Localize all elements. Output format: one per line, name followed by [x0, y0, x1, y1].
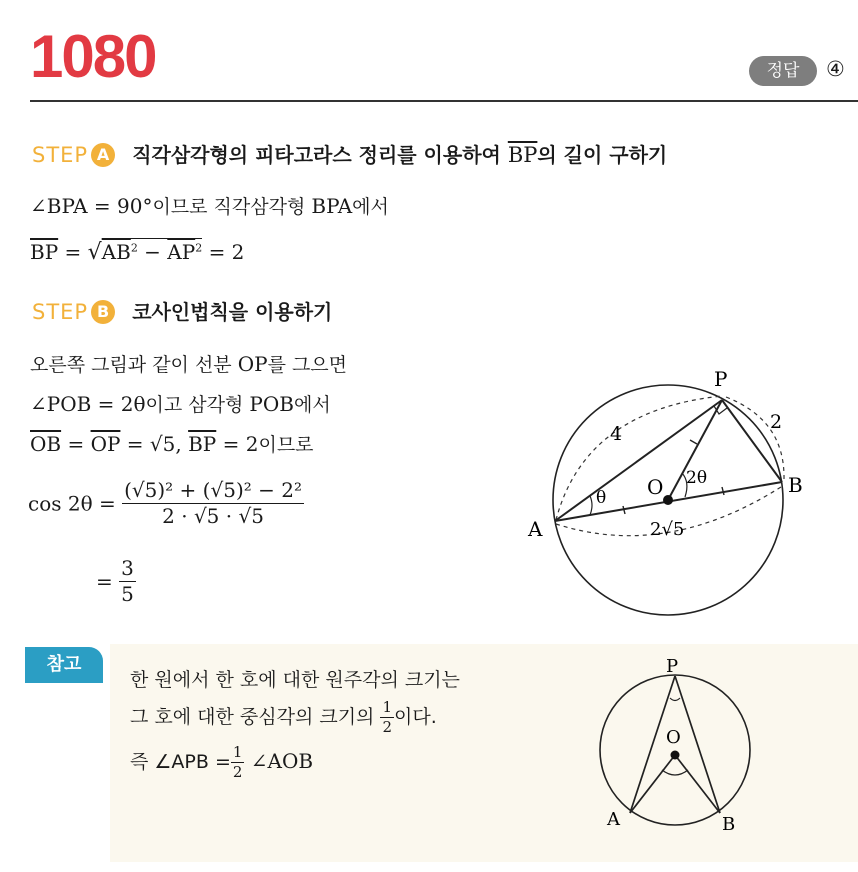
- step-a-line1: [30, 192, 389, 219]
- value-2: = 2: [222, 432, 259, 456]
- label-2root5: 2√5: [650, 519, 685, 540]
- equals-sign: =: [96, 569, 113, 594]
- label-2theta: 2θ: [686, 468, 708, 488]
- text: 에서: [352, 196, 389, 218]
- cosine-result: [96, 556, 136, 607]
- text: 이고 삼각형: [145, 394, 250, 416]
- segment-bp: $\overline{BP}$: [30, 240, 59, 264]
- center-point: [663, 495, 673, 505]
- answer-value: ④: [826, 57, 845, 81]
- text: 즉 ∠APB =: [130, 750, 231, 773]
- circle-figure: [510, 355, 840, 630]
- segment-oa: [630, 755, 675, 813]
- answer-badge: 정답: [749, 56, 817, 86]
- half-numerator: 1: [382, 698, 392, 717]
- cosine-formula: [28, 478, 304, 529]
- note-label-a: A: [607, 809, 620, 830]
- text: 오른쪽 그림과 같이 선분: [30, 354, 238, 376]
- angle-pob: ∠POB = 2θ: [30, 392, 146, 416]
- cos-numerator: (√5)² + (√5)² − 2²: [124, 478, 302, 502]
- step-b-line3: $\overline{OB} = \overline{OP} = √5$, $\overline{BP} = 2$이므로: [30, 432, 314, 456]
- header-divider: [30, 100, 858, 102]
- segment-op: OP: [237, 352, 268, 376]
- label-o: O: [647, 475, 664, 499]
- text: 이므로: [258, 434, 314, 456]
- triangle-pob: POB: [249, 392, 294, 416]
- step-a-result: = 2: [208, 240, 245, 264]
- note-tag: 참고: [25, 647, 103, 683]
- cos-lhs: cos 2θ =: [28, 491, 116, 516]
- half-denominator: 2: [382, 718, 392, 736]
- text: 이므로 직각삼각형: [152, 196, 312, 218]
- segment-pb: [675, 676, 720, 813]
- step-b-label: STEP: [32, 300, 89, 324]
- note-label-o: O: [666, 727, 681, 748]
- step-a-label: STEP: [32, 143, 89, 167]
- segment-ab: AB: [101, 240, 131, 264]
- note-label-b: B: [722, 814, 736, 835]
- triangle-bpa: BPA: [311, 194, 353, 218]
- label-theta: θ: [596, 488, 607, 508]
- step-a-line2: $\overline{BP} = √AB^2 - \overline{AP}^2 = 2$: [30, 240, 245, 265]
- tick-mark: [623, 506, 625, 514]
- angle-p-arc: [670, 698, 680, 701]
- note-line2: [130, 698, 460, 737]
- label-a: A: [528, 517, 543, 541]
- segment-bp: $\overline{BP}$: [507, 143, 538, 167]
- cos-denominator: 2 · √5 · √5: [162, 504, 264, 528]
- note-line3: [130, 743, 460, 782]
- segment-op: $\overline{OP}$: [90, 432, 121, 456]
- tick-mark: [722, 487, 724, 495]
- segment-bp: $\overline{BP}$: [188, 432, 217, 456]
- label-2: 2: [770, 411, 783, 433]
- text: 를 그으면: [267, 354, 348, 376]
- half-numerator: 1: [232, 743, 243, 761]
- note-circle-figure: [590, 648, 760, 838]
- note-label-p: P: [666, 656, 679, 677]
- note-line1: 한 원에서 한 호에 대한 원주각의 크기는: [130, 669, 460, 691]
- step-b-line2: [30, 390, 331, 417]
- cos-fraction: [122, 478, 304, 529]
- segment-ob: [675, 755, 720, 813]
- step-a-title-text: 직각삼각형의 피타고라스 정리를 이용하여: [132, 143, 508, 167]
- step-a-title-end: 의 길이 구하기: [537, 143, 668, 167]
- half-fraction: [380, 698, 394, 737]
- step-b-title: 코사인법칙을 이용하기: [132, 300, 333, 324]
- angle-o-arc: [662, 770, 688, 775]
- segment-ob: $\overline{OB}$: [30, 432, 62, 456]
- label-p: P: [714, 367, 728, 391]
- result-denominator: 5: [121, 582, 134, 606]
- step-a-heading: [32, 139, 667, 168]
- step-b-line1: [30, 350, 347, 377]
- result-numerator: 3: [121, 556, 134, 580]
- half-fraction: [231, 743, 245, 782]
- note-circle: [600, 675, 750, 825]
- step-b-heading: [32, 296, 332, 325]
- note-text: [130, 662, 460, 782]
- result-fraction: [119, 556, 136, 607]
- step-a-title: [132, 143, 667, 167]
- arc-label-2: [726, 397, 784, 479]
- note-center-point: [671, 751, 680, 760]
- text: 이다.: [394, 706, 437, 728]
- angle-bpa: ∠BPA = 90°: [30, 194, 153, 218]
- text: 그 호에 대한 중심각의 크기의: [130, 706, 381, 728]
- problem-number: 1080: [30, 23, 156, 90]
- step-b-badge: B: [91, 300, 115, 324]
- label-b: B: [788, 473, 803, 497]
- label-4: 4: [610, 423, 623, 445]
- segment-ap: $\overline{AP}$: [167, 240, 196, 264]
- half-denominator: 2: [232, 762, 243, 781]
- angle-theta-arc: [590, 496, 592, 515]
- tick-mark: [690, 440, 697, 444]
- text: 에서: [293, 394, 331, 416]
- angle-aob: ∠AOB: [250, 748, 314, 773]
- value-root5: = √5,: [126, 432, 189, 456]
- step-a-badge: A: [91, 143, 115, 167]
- segment-ap-line: [555, 400, 722, 521]
